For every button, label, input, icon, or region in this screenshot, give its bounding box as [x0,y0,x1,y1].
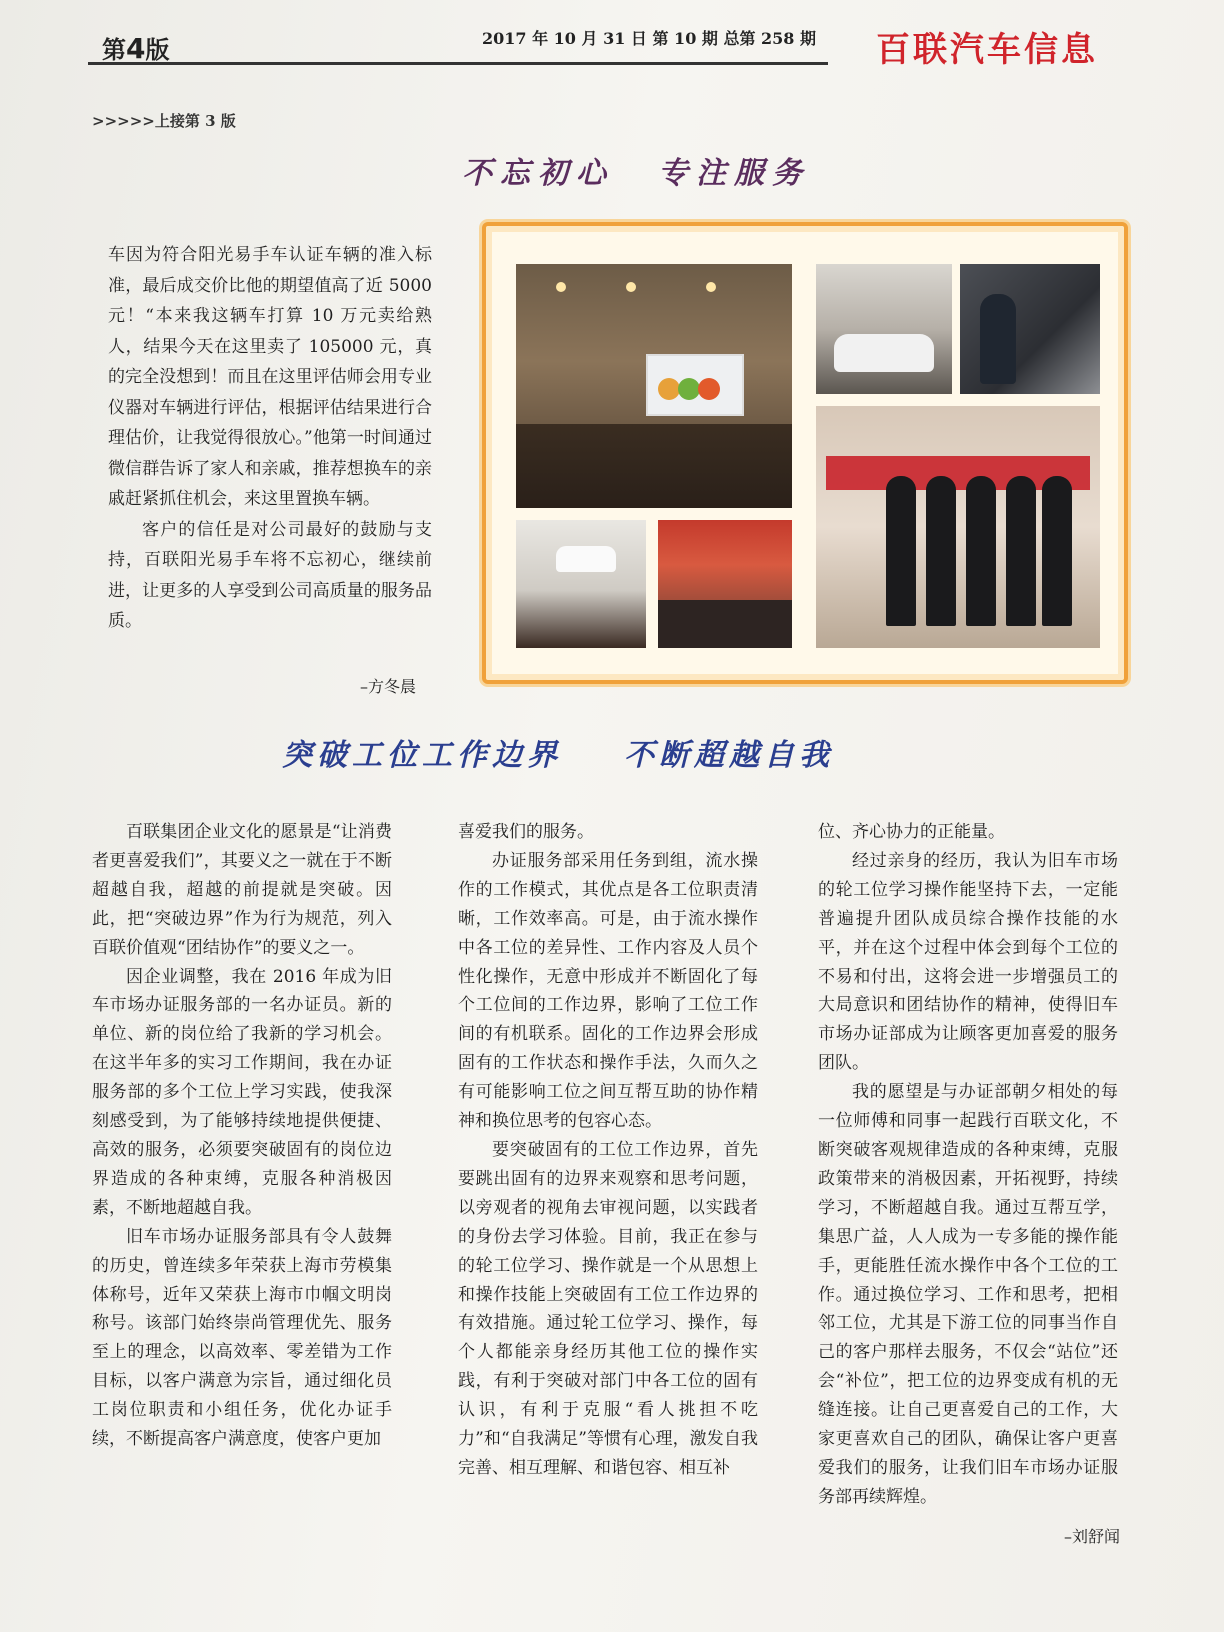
story1-title-part2: 专注服务 [658,156,810,191]
car-image [556,546,616,572]
inspection-photo [960,264,1100,394]
story2-paragraph: 要突破固有的工位工作边界，首先要跳出固有的边界来观察和思考问题，以旁观者的视角去审视问题，以实践者的身份去学习体验。目前，我正在参与的轮工位学习、操作就是一个从思想上和操作技能上突破固有工位工作边界的有效措施。通过轮工位学习、操作，每个人都能亲身经历其他工位的操作实践，有利于突破对部门中各工位的固有认识，有利于克服“看人挑担不吃力”和“自我满足”等惯有心理，激发自我完善、相互理解、和谐包容、相互补 [458,1139,758,1478]
story2-paragraph: 百联集团企业文化的愿景是“让消费者更喜爱我们”，其要义之一就在于不断超越自我，超越的前提就是突破。因此，把“突破边界”作为行为规范，列入百联价值观“团结协作”的要义之一。 [92,822,392,958]
issue-date: 2017 年 10 月 31 日 第 10 期 总第 258 期 [482,29,817,48]
edition-label [102,30,169,65]
story2-byline: –刘舒闻 [1064,1527,1121,1546]
stage-floor [658,600,792,648]
presentation-screen [646,354,744,416]
header-rule [88,62,828,65]
edition-number: 4 [126,32,146,65]
story2-title [282,730,834,774]
story1-paragraph: 车因为符合阳光易手车认证车辆的准入标准，最后成交价比他的期望值高了近 5000 元！“本来我这辆车打算 10 万元卖给熟人，结果今天在这里卖了 105000 元，真的完全没想到！而且在这里评估师会用专业仪器对车辆进行评估，根据评估结果进行合理估价，让我觉得很放心。”他第一时间通过微信群告诉了家人和亲戚，推荐想换车的亲戚赶紧抓住机会，来这里置换车辆。 [108,245,432,509]
story1-title [462,148,810,192]
story2-paragraph: 经过亲身的经历，我认为旧车市场的轮工位学习操作能坚持下去，一定能普遍提升团队成员综合操作技能的水平，并在这个过程中体会到每个工位的不易和付出，这将会进一步增强员工的大局意识和团结协作的精神，使得旧车市场办证部成为让顾客更加喜爱的服务团队。 [818,850,1118,1074]
car-image [834,334,934,372]
story1-title-part1: 不忘初心 [462,156,614,191]
edition-suffix: 版 [145,35,170,64]
ceremony-photo [816,406,1100,648]
story2-title-part1: 突破工位工作边界 [282,738,562,773]
continued-from: >>>>>上接第 3 版 [92,112,236,130]
story1-body [108,240,432,637]
story1-paragraph: 客户的信任是对公司最好的鼓励与支持，百联阳光易手车将不忘初心，继续前进，让更多的人享受到公司高质量的服务品质。 [108,519,432,631]
story2-paragraph: 旧车市场办证服务部具有令人鼓舞的历史，曾连续多年荣获上海市劳模集体称号，近年又荣获上海市巾帼文明岗称号。该部门始终崇尚管理优先、服务至上的理念，以高效率、零差错为工作目标，以客户满意为宗旨，通过细化员工岗位职责和小组任务，优化办证手续，不断提高客户满意度，使客户更加 [92,1226,392,1450]
story2-paragraph: 因企业调整，我在 2016 年成为旧车市场办证服务部的一名办证员。新的单位、新的岗位给了我新的学习机会。在这半年多的实习工作期间，我在办证服务部的多个工位上学习实践，使我深刻感受到，为了能够持续地提供便捷、高效的服务，必须要突破固有的岗位边界造成的各种束缚，克服各种消极因素，不断地超越自我。 [92,966,392,1218]
audience [516,424,792,508]
story2-paragraph: 位、齐心协力的正能量。 [818,822,1005,842]
story2-paragraph: 办证服务部采用任务到组，流水操作的工作模式，其优点是各工位职责清晰，工作效率高。可是，由于流水操作中各工位的差异性、工作内容及人员个性化操作，无意中形成并不断固化了每个工位间的工作边界，影响了工位工作间的有机联系。固化的工作边界会形成固有的工作状态和操作手法，久而久之有可能影响工位之间互帮互助的协作精神和换位思考的包容心态。 [458,850,758,1132]
story2-column-2 [458,818,758,1483]
masthead-brand: 百联汽车信息 [876,30,1098,70]
story2-paragraph: 喜爱我们的服务。 [458,822,594,842]
photo-collage [482,222,1128,684]
car-display-photo [516,520,646,648]
stage-group-photo [658,520,792,648]
story2-paragraph: 我的愿望是与办证部朝夕相处的每一位师傅和同事一起践行百联文化，不断突破客观规律造成的各种束缚，克服政策带来的消极因素，开拓视野，持续学习，不断超越自我。通过互帮互学，集思广益，人人成为一专多能的操作能手，更能胜任流水操作中各个工位的工作。通过换位学习、工作和思考，把相邻工位，尤其是下游工位的同事当作自己的客户那样去服务，不仅会“站位”还会“补位”，把工位的边界变成有机的无缝连接。让自己更喜爱自己的工作，大家更喜欢自己的团队，确保让客户更喜爱我们的服务，让我们旧车市场办证服务部再续辉煌。 [818,1082,1118,1507]
inspector-figure [980,294,1016,384]
edition-prefix: 第 [102,35,126,64]
story2-column-1 [92,818,392,1454]
story1-byline: –方冬晨 [360,677,417,696]
event-hall-photo [516,264,792,508]
showroom-photo [816,264,952,394]
story2-column-3 [818,818,1118,1512]
story2-title-part2: 不断超越自我 [624,738,834,773]
